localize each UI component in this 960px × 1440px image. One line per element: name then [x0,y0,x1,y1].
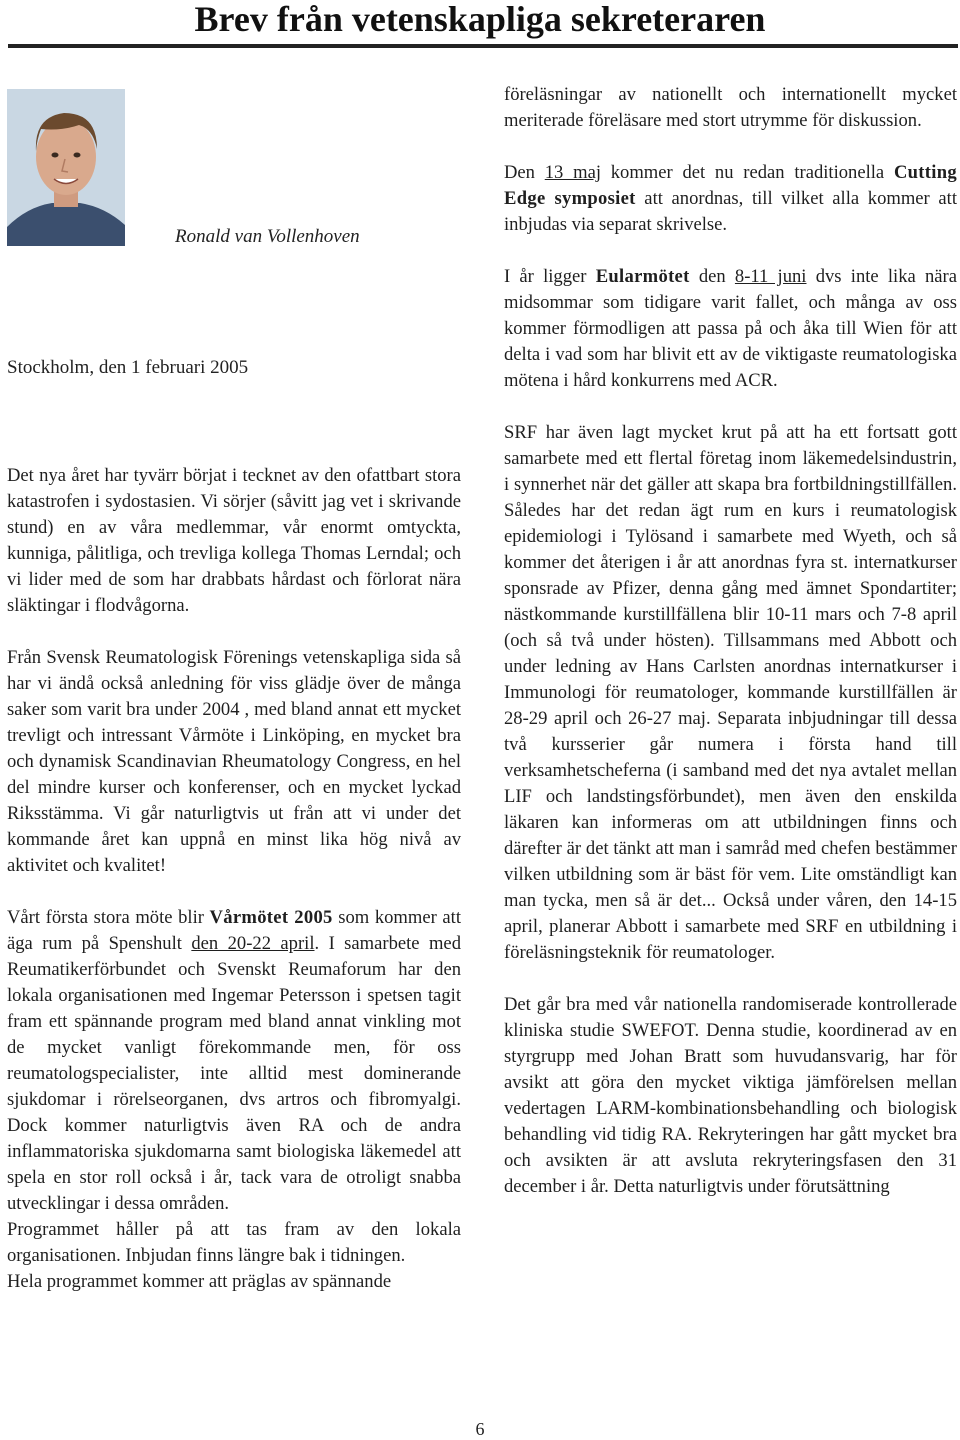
paragraph-industry-courses: SRF har även lagt mycket krut på att ha ett fortsatt gott samarbete med ett flertal företag inom läkemedelsindustrin, i synnerhet när det gäller att skapa bra fortbildningstillfällen. Således har det redan ägt rum en kurs i reumatologisk epidemiologi i Tylösand i samarbete med Wyeth, och så kommer det återigen i år att anordnas fyra st. internatkurser sponsrade av Pfizer, denna gång med ämnet Spondartiter; nästkommande kurstillfällena blir 10-11 mars och 7-8 april (och så två under hösten). Tillsammans med Abbott och under ledning av Hans Carlsten anordnas internatkurser i Immunologi för reumatologer, kommande kurstillfällen är 28-29 april och 26-27 maj. Separata inbjudningar till dessa två kursserier går numera i första hand till verksamhetscheferna (i samband med det nya avtalet mellan LIF och landstingsförbundet), men även den enskilda läkaren kan informeras om att utbildningen finns och därefter är det tänkt att man i samråd med chefen bestämmer vilken utbildning som är bäst för vem. Lite omständligt kan man tycka, men så är det... Också under våren, den 14-15 april, planerar Abbott i samarbete med SRF en utbildning i föreläsningsteknik för reumatologer. [504,422,957,963]
photo-caption: Ronald van Vollenhoven [175,226,360,247]
paragraph-society-overview: Från Svensk Reumatologisk Förenings vetenskapliga sida så har vi ändå också anledning för viss glädje över de många saker som varit bra under 2004 , med bland annat ett mycket trevligt och intressant Vårmöte i Linköping, en mycket bra och dynamisk Scandinavian Rheumatology Congress, en hel del mindre kurser och konferenser, och en mycket lyckad Riksstämma. Vi går naturligtvis ut från att vi under det kommande året kan uppnå en minst lika hög nivå av aktivitet och kvalitet! [7,647,461,876]
text-run: den [689,266,735,287]
author-photo [7,89,125,246]
date-cutting-edge: 13 maj [544,162,601,183]
meeting-name-cutting-edge: Cutting Edge symposiet [504,162,957,209]
text-run: Den [504,162,545,183]
page-title: Brev från vetenskapliga sekreteraren [194,0,766,39]
paragraph-lectures: föreläsningar av nationellt och internationellt mycket meriterade föreläsare med stort utrymme för diskussion. [504,84,957,131]
paragraph-tsunami: Det nya året har tyvärr börjat i tecknet av den ofattbart stora katastrofen i sydostasien. Vi sörjer (såvitt jag vet i skrivande stund) en av våra medlemmar, vår enormt omtyckta, kunniga, pålitliga, och trevliga kollega Thomas Lerndal; och vi lider med de som har drabbats hårdast och förlorat nära släktingar i flodvågorna. [7,465,461,616]
paragraph-swefot: Det går bra med vår nationella randomiserade kontrollerade kliniska studie SWEFOT. Denna studie, koordinerad av en styrgrupp med Johan Bratt som huvudansvarig, har för avsikt att göra den mycket viktiga jämförelsen mellan vedertagen LARM-kombinationsbehandling och biologisk behandling vid tidig RA. Rekryteringen har gått mycket bra och avsikten är att avsluta rekryteringsfasen den 31 december i år. Detta naturligtvis under förutsättning [504,994,957,1197]
meeting-name-varmotet: Vårmötet 2005 [209,907,333,928]
text-run: att anordnas, till vilket alla kommer att inbjudas via separat skrivelse. [504,188,957,235]
right-column [504,82,957,1200]
text-run: dvs inte lika nära midsommar som tidigare varit fallet, och många av oss kommer förmodligen att passa på och åka till Wien för att delta i vad som har blivit ett av de viktigaste reumatologiska mötena i hård konkurrens med ACR. [504,266,958,391]
paragraph-eular [504,264,957,394]
date-eular: 8-11 juni [734,266,807,287]
author-portrait-image [7,89,125,246]
paragraph-cutting-edge [504,160,957,238]
meeting-name-eular: Eularmötet [595,266,690,287]
title-rule [8,44,958,48]
program-line: Programmet håller på att tas fram av den lokala organisationen. Inbjudan finns längre bak i tidningen. [7,1219,461,1266]
text-run: som kommer att äga rum på Spenshult [7,907,461,954]
text-run: Vårt första stora möte blir [7,907,210,928]
text-run: . I samarbete med Reumatikerförbundet och Svenskt Reumaforum har den lokala organisationen med Ingemar Petersson i spetsen tagit fram ett spännande program med bland annat vinkling mot de mycket vanligt förekommande men, för oss reumatologspecialister, inte alltid mest dominerande sjukdomar i rörelseorganen, dvs artros och fibromyalgi. Dock kommer naturligtvis även RA och de andra inflammatoriska sjukdomarna samt biologiska läkemedel att spela en stor roll också i år, tack vara de otroligt snabba utvecklingar i dessa områden. [7,933,461,1214]
dateline: Stockholm, den 1 februari 2005 [7,357,249,378]
text-run: kommer det nu redan traditionella [600,162,894,183]
paragraph-varmotet [7,905,461,1295]
program-line-continued: Hela programmet kommer att präglas av spännande [7,1271,392,1292]
page-number: 6 [475,1419,485,1439]
date-varmotet: den 20-22 april [191,933,315,954]
left-column [7,463,461,1295]
text-run: I år ligger [504,266,596,287]
